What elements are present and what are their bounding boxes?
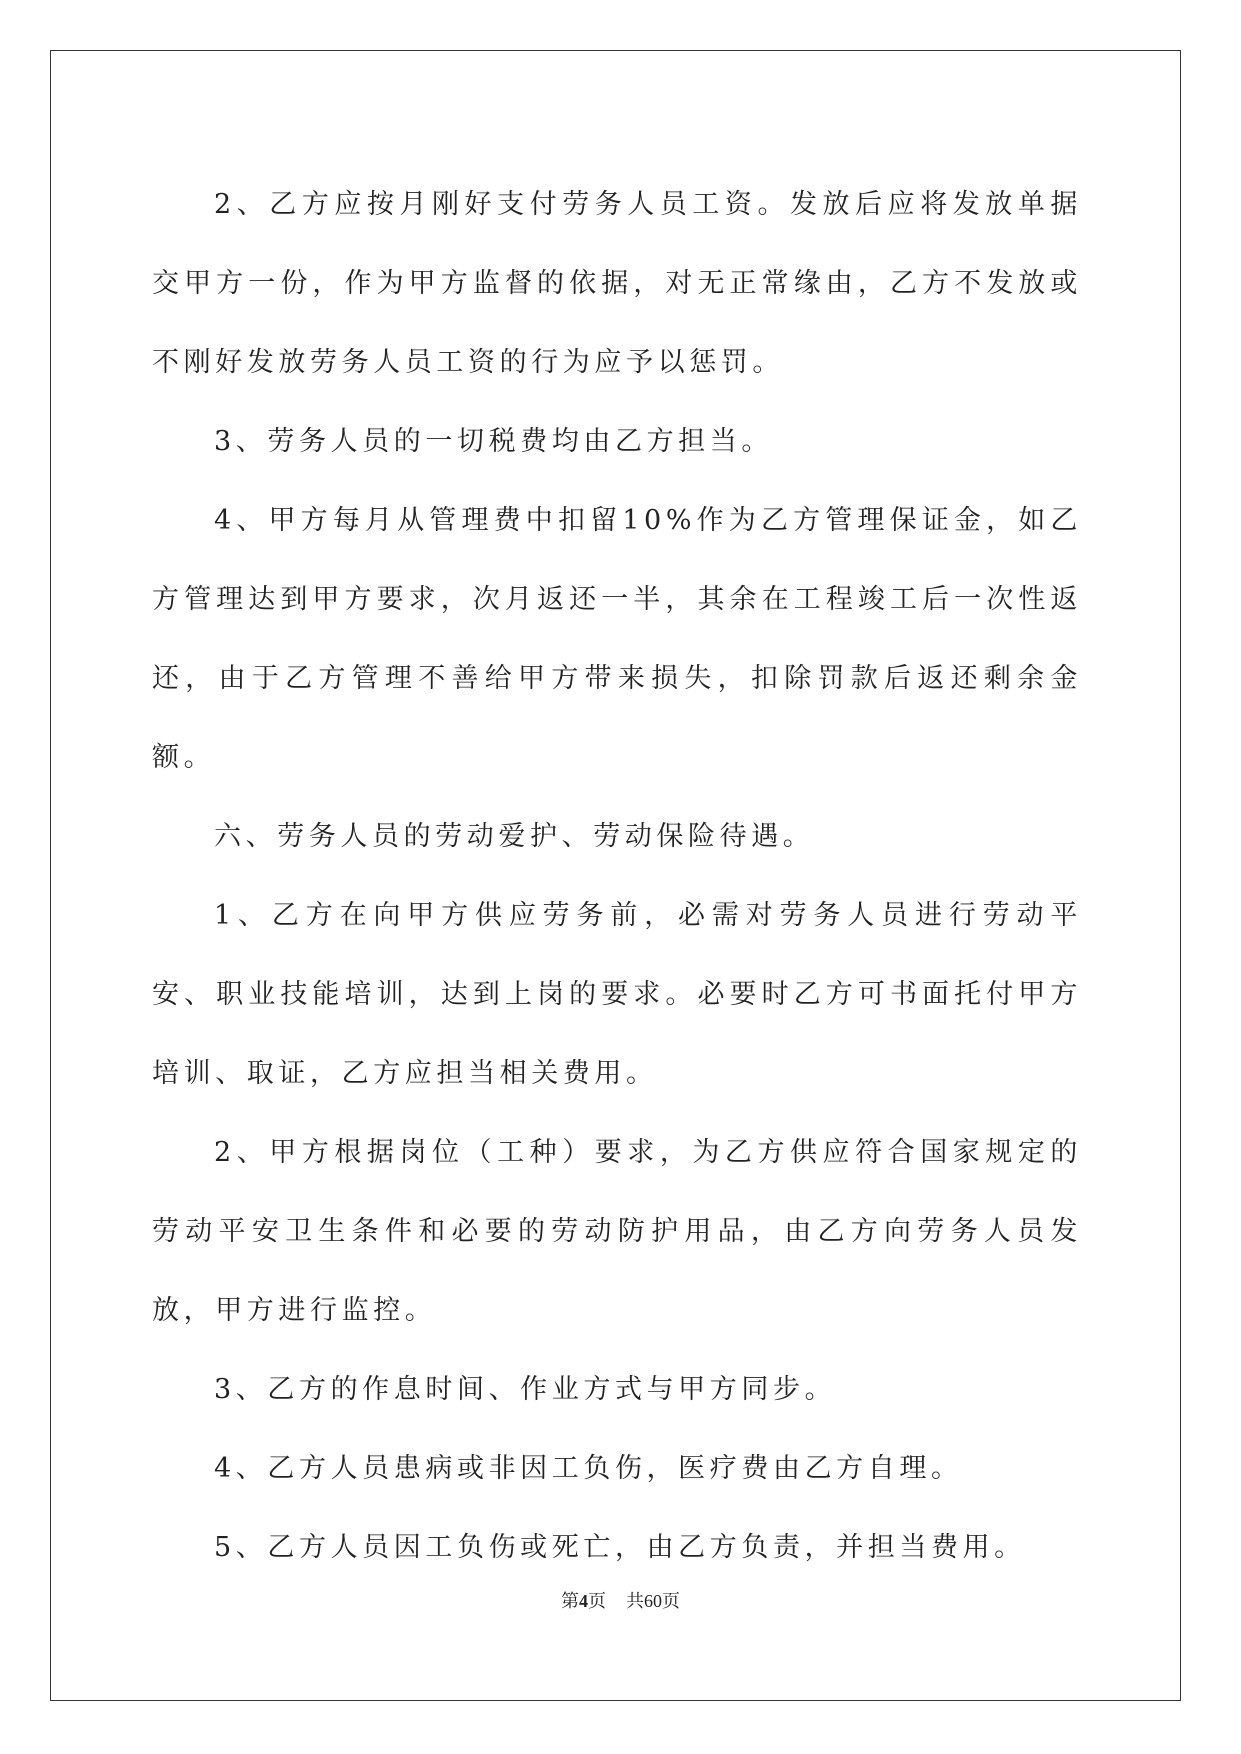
- total-suffix: 页: [662, 1591, 680, 1611]
- paragraph-work-schedule: 3、乙方的作息时间、作业方式与甲方同步。: [214, 1374, 837, 1405]
- page-suffix: 页: [588, 1591, 606, 1611]
- paragraph-illness: 4、乙方人员患病或非因工负伤，医疗费由乙方自理。: [214, 1453, 963, 1484]
- total-prefix: 共: [626, 1591, 644, 1611]
- document-body: [152, 165, 1082, 1587]
- page-number: 4: [579, 1591, 588, 1611]
- paragraph-deposit: 4、甲方每月从管理费中扣留10%作为乙方管理保证金，如乙方管理达到甲方要求，次月返还一半，其余在工程竣工后一次性返还，由于乙方管理不善给甲方带来损失，扣除罚款后返还剩余金额。: [152, 505, 1082, 773]
- total-pages: 60: [644, 1591, 662, 1611]
- paragraph-wage-payment: 2、乙方应按月刚好支付劳务人员工资。发放后应将发放单据交甲方一份，作为甲方监督的依据，对无正常缘由，乙方不发放或不刚好发放劳务人员工资的行为应予以惩罚。: [152, 189, 1082, 378]
- paragraph-injury: 5、乙方人员因工负伤或死亡，由乙方负责，并担当费用。: [214, 1532, 1026, 1563]
- page-prefix: 第: [561, 1591, 579, 1611]
- page-footer: [0, 1587, 1241, 1613]
- paragraph-training: 1、乙方在向甲方供应劳务前，必需对劳务人员进行劳动平安、职业技能培训，达到上岗的要求。必要时乙方可书面托付甲方培训、取证，乙方应担当相关费用。: [152, 900, 1082, 1089]
- paragraph-safety-equipment: 2、甲方根据岗位（工种）要求，为乙方供应符合国家规定的劳动平安卫生条件和必要的劳动防护用品，由乙方向劳务人员发放，甲方进行监控。: [152, 1137, 1082, 1326]
- section-heading-labor-protection: 六、劳务人员的劳动爱护、劳动保险待遇。: [214, 821, 815, 852]
- paragraph-taxes: 3、劳务人员的一切税费均由乙方担当。: [214, 426, 773, 457]
